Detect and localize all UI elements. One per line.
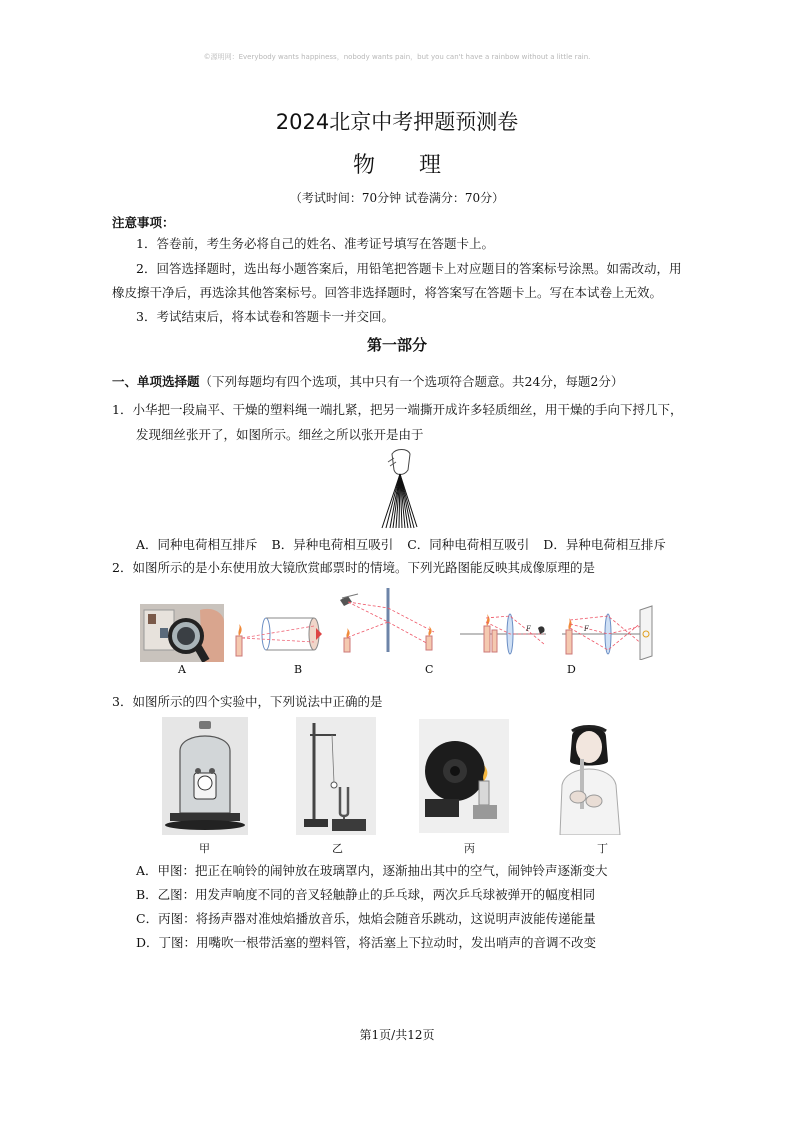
q1-option-b: B．异种电荷相互吸引: [271, 537, 394, 552]
page-footer: 第1页/共12页: [359, 1028, 435, 1042]
time-info: （考试时间：70分钟 试卷满分：70分）: [289, 191, 505, 205]
q2-label-d: D: [567, 663, 576, 676]
q2-photo-magnifier: [140, 604, 224, 662]
q1-option-a: A．同种电荷相互排斥: [136, 537, 258, 552]
q2-line1: 2．如图所示的是小东使用放大镜欣赏邮票时的情境。下列光路图能反映其成像原理的是: [112, 560, 595, 575]
q2-label-b: B: [294, 663, 303, 676]
watermark: ©源明网：Everybody wants happiness，nobody wants pain，but you can't have a rainbow without a little rain.: [203, 53, 591, 61]
section-desc: （下列每题均有四个选项，其中只有一个选项符合题意。共24分，每题2分）: [199, 374, 624, 389]
q2-diagram-d-left: [456, 604, 552, 658]
svg-text:F: F: [584, 625, 589, 633]
q1-figure-hand-strings: [378, 448, 420, 532]
q3-photo-speaker-candle: [419, 719, 509, 833]
notice-item-1: 1．答卷前，考生务必将自己的姓名、准考证号填写在答题卡上。: [136, 236, 494, 251]
subject-char-1: 物: [352, 153, 375, 178]
q3-option-c: C．丙图：将扬声器对准烛焰播放音乐，烛焰会随音乐跳动，这说明声波能传递能量: [136, 911, 596, 926]
q3-label-jia: 甲: [199, 842, 210, 855]
q3-line1: 3．如图所示的四个实验中，下列说法中正确的是: [112, 694, 383, 709]
q3-photo-girl-pipe: [550, 719, 630, 835]
q3-photo-tuning-fork: [296, 717, 376, 835]
section-heading: [112, 372, 623, 390]
q2-label-a: A: [178, 663, 186, 676]
q2-diagram-d-right: [560, 604, 656, 660]
q1-options: [136, 533, 680, 558]
q2-diagram-c: [334, 588, 446, 658]
subject-char-2: 理: [419, 153, 442, 178]
notice-item-2-cont: 橡皮擦干净后，再选涂其他答案标号。回答非选择题时，将答案写在答题卡上。写在本试卷上无效。: [112, 285, 663, 300]
q1-line1: 1．小华把一段扁平、干燥的塑料绳一端扎紧，把另一端撕开成许多轻质细丝，用干燥的手向下捋几下，: [112, 402, 683, 417]
section-heading-label: 一、单项选择题: [112, 374, 200, 389]
q1-line2: 发现细丝张开了，如图所示。细丝之所以张开是由于: [136, 427, 424, 442]
notice-item-3: 3．考试结束后，将本试卷和答题卡一并交回。: [136, 309, 394, 324]
q3-option-b: B．乙图：用发声响度不同的音叉轻触静止的乒乓球，两次乒乓球被弹开的幅度相同: [136, 887, 596, 902]
q3-option-d: D．丁图：用嘴吹一根带活塞的塑料管，将活塞上下拉动时，发出哨声的音调不改变: [136, 935, 597, 950]
q1-option-d: D．异种电荷相互排斥: [543, 537, 666, 552]
q3-option-a: A．甲图：把正在响铃的闹钟放在玻璃罩内，逐渐抽出其中的空气，闹钟铃声逐渐变大: [136, 863, 608, 878]
q2-label-c: C: [425, 663, 434, 676]
svg-text:F: F: [526, 625, 531, 633]
notice-item-2: 2．回答选择题时，选出每小题答案后，用铅笔把答题卡上对应题目的答案标号涂黑。如需改动，用: [136, 261, 682, 276]
notice-heading: 注意事项：: [112, 215, 175, 230]
q3-label-ding: 丁: [597, 842, 608, 855]
exam-title: 2024北京中考押题预测卷: [275, 110, 519, 134]
part-title: 第一部分: [366, 336, 427, 354]
q3-label-yi: 乙: [332, 842, 343, 855]
q3-label-bing: 丙: [464, 842, 475, 855]
q3-photo-bell-jar: [162, 717, 248, 835]
q1-option-c: C．同种电荷相互吸引: [407, 537, 530, 552]
subject-title: [0, 148, 794, 179]
q2-diagram-b: [232, 612, 326, 660]
